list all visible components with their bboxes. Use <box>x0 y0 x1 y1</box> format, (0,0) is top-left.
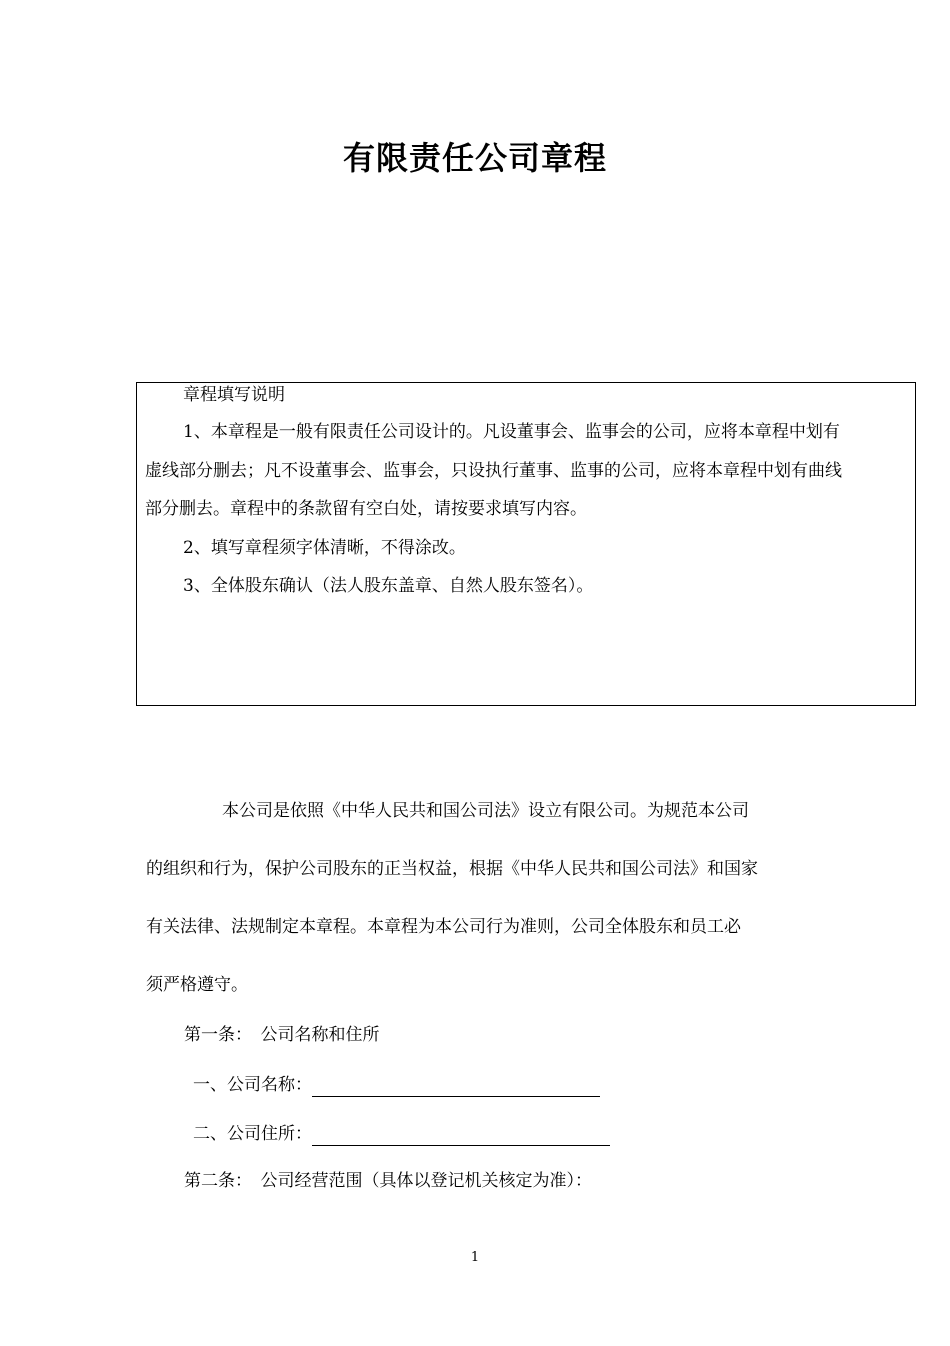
article-2-heading: 第二条： 公司经营范围（具体以登记机关核定为准）： <box>184 1171 592 1191</box>
company-name-row <box>193 1073 600 1097</box>
preamble-line-3: 有关法律、法规制定本章程。本章程为本公司行为准则，公司全体股东和员工必 <box>146 917 741 937</box>
instruction-item-1-line-2: 虚线部分删去；凡不设董事会、监事会，只设执行董事、监事的公司，应将本章程中划有曲线 <box>145 461 842 481</box>
company-name-blank[interactable] <box>312 1076 600 1097</box>
filling-instructions-box <box>136 382 916 706</box>
company-address-row <box>193 1122 610 1146</box>
page-number: 1 <box>470 1250 480 1265</box>
preamble-line-1: 本公司是依照《中华人民共和国公司法》设立有限公司。为规范本公司 <box>222 801 749 821</box>
article-1-heading: 第一条： 公司名称和住所 <box>184 1025 380 1045</box>
instruction-item-1-line-1: 1、本章程是一般有限责任公司设计的。凡设董事会、监事会的公司，应将本章程中划有 <box>183 422 840 442</box>
document-title: 有限责任公司章程 <box>342 139 607 177</box>
company-address-label: 二、公司住所： <box>193 1124 312 1144</box>
preamble-line-2: 的组织和行为，保护公司股东的正当权益，根据《中华人民共和国公司法》和国家 <box>146 859 758 879</box>
company-address-blank[interactable] <box>312 1125 610 1146</box>
instruction-item-1-line-3: 部分删去。章程中的条款留有空白处，请按要求填写内容。 <box>145 499 587 519</box>
preamble-line-4: 须严格遵守。 <box>146 975 248 995</box>
instruction-item-3: 3、全体股东确认（法人股东盖章、自然人股东签名）。 <box>183 576 594 596</box>
instructions-heading: 章程填写说明 <box>183 385 285 405</box>
instruction-item-2: 2、填写章程须字体清晰，不得涂改。 <box>183 538 466 558</box>
company-name-label: 一、公司名称： <box>193 1075 312 1095</box>
